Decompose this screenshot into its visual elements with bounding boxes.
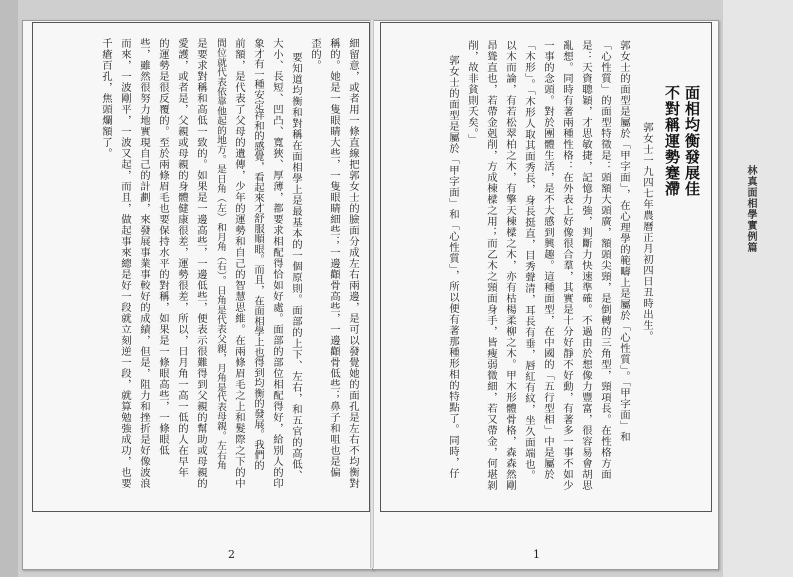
left-page-line: 象才有一種安定祥和的感覺，看起來才舒服順眼。而且，在面相學上也得到均衡的發展。我們的 [252,38,264,471]
right-page-line: 「木形」。「木形人取其面秀長，身長挺直，目秀聲清，耳長有垂，唇紅有紋，坐久面端也。 [523,40,535,481]
left-page-line: 稱的。她是一隻眼睛大些，一隻眼睛細些；一邊顴骨高些，一邊顴骨低些；鼻子和咀也是偏 [328,38,340,478]
article-title-line-1: 面相均衡發展佳 [683,85,701,197]
left-page-line: 前額，是代表了父母的遺傳，少年的運勢和自己的智慧思維。在兩條眉毛之上和髮際之下的中 [233,38,245,489]
scan-right-edge [723,0,793,577]
scan-left-edge [0,0,18,577]
right-page-line: 亂想。同時有著兩種性格：在外表上好像很合羣，其實是十分好靜不好動，有著多一事不如少 [561,40,573,491]
left-page-line: 些，雖然很努力地實現自己的計劃，來發展事業事較好的成績，但是，阻力和挫折是好像波浪 [138,38,150,489]
article-title-line-2: 不對稱運勢蹇滯 [663,85,681,197]
left-page-line: 愛護，或者是，父親或母親的身體健康很差，運勢很差，所以，日月角一高一低的人在早年 [176,38,188,478]
right-page-line: 削，故非貧則夭矣。」 [466,40,478,145]
page-number-left: 2 [228,548,235,561]
left-page-line: 的運勢是很反覆的。至於兩條眉毛也要保持水平的對稱，如果是一條眼高些，一條眼低 [157,38,169,456]
right-page-line: 以木而論，有若松翠柏之木，有擎天棟樑之木，亦有枯楊柔柳之木。甲木形體骨格，森森然剛 [504,40,516,491]
left-page-line: 千瘡百孔，焦頭爛額了。 [100,38,112,159]
book-gutter [370,20,374,568]
right-page-line: 郭女士的面型是屬於「甲字面」和「心性質」，所以便有著那種形相的特點了。同時，仔 [447,55,459,479]
left-page-line: 是要求對稱和高低一致的。如果是一邊高些，一邊低些，便表示很難得到父親的幫助或母親的 [195,38,207,489]
left-page-line: 間位就代表依靠他起的地方。是日角（左）和月角（右）。日角是代表父親，月角是代表母親。左右角 [215,38,226,470]
left-page-line: 而來，一波剛平，一波又起，而且，做起事來總是好一段就立刻逆一段，就算勉強成功，也要 [119,38,131,489]
right-page-line: 「心性質」的面型特徵是：頭額大頭廣，額頭尖頸，是倒轉的三角型，頸項長。在性格方面 [599,40,611,480]
page-number-right: 1 [533,548,540,561]
left-page-line: 細留意，或者用一條直線把郭女士的臉面分成左右兩邊，是可以發覺她的面孔是左右不均衡對 [347,38,359,489]
right-page-line: 一事的念頭。對於團體生活，是不大感到興趣。這種面型，在中國的「五行型相」中是屬於 [542,40,554,480]
right-page-line: 是：天資聰穎，才思敏捷，記憶力強，判斷力快速準確。不過由於想像力豐富，很容易會胡思 [580,40,592,491]
book-header-label: 林真面相學實例篇 [745,165,756,253]
right-page-line: 郭女士的面型是屬於「甲字面」，在心理學的範疇上是屬於「心性質」。「甲字面」和 [618,40,630,443]
left-page-line: 大小、長短、凹凸、寬狹、厚薄，都要求相配得恰如好處。面部的部位相配得好，給別人的印 [271,38,283,489]
right-page-line: 昂聳直也，若帶金剋削，方成棟樑之用；而乙木之頸面身手，皆瘦弱微細，若又帶金，何堪剝 [485,40,497,491]
right-page-line: 郭女士一九四七年農曆正月初四日丑時出生。 [641,122,653,342]
left-page-line: 要知道均衡和對稱在面相學上是最基本的一個原則。面部的上下、左右，和五官的高低、 [290,52,302,481]
left-page-line: 歪的。 [309,38,321,71]
